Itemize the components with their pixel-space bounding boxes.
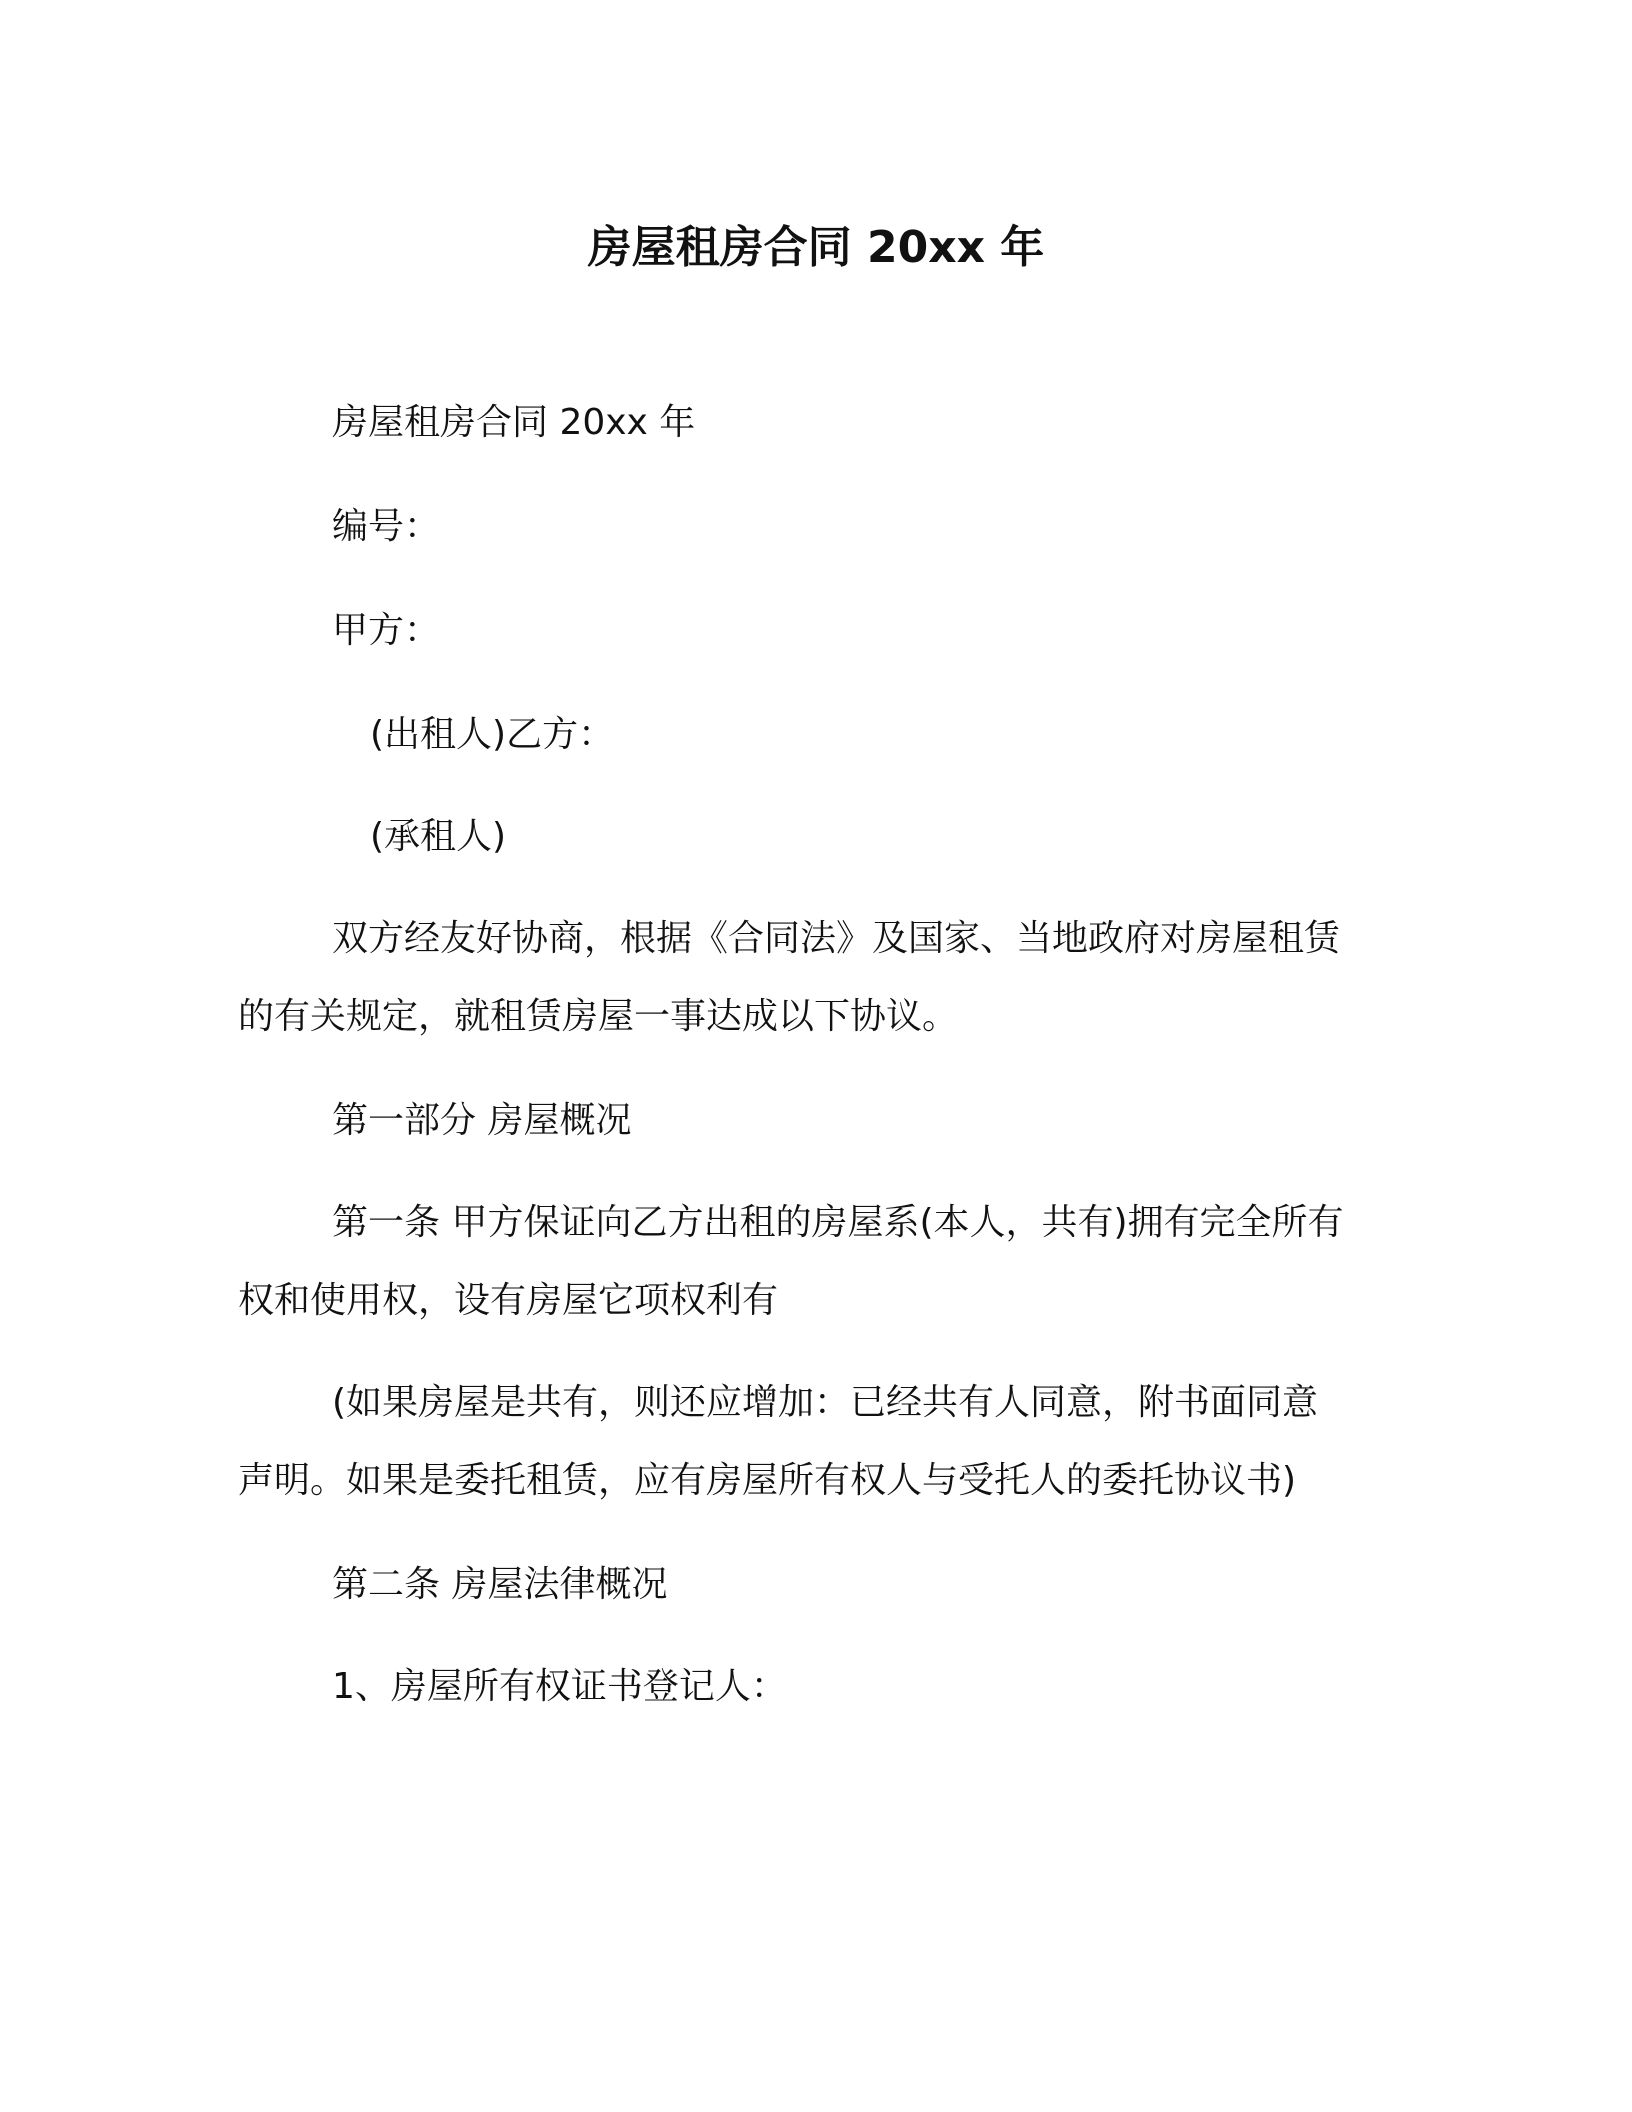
document-title: 房屋租房合同 20xx 年	[587, 222, 1045, 273]
article-one-line-2: 权和使用权，设有房屋它项权利有	[238, 1280, 779, 1321]
note-paragraph-line-1: (如果房屋是共有，则还应增加：已经共有人同意，附书面同意	[332, 1382, 1319, 1423]
article-one-line-1: 第一条 甲方保证向乙方出租的房屋系(本人，共有)拥有完全所有	[332, 1202, 1344, 1243]
part-one-heading: 第一部分 房屋概况	[332, 1100, 632, 1141]
lessor-party-b-label: (出租人)乙方：	[370, 714, 615, 755]
subtitle-line: 房屋租房合同 20xx 年	[332, 402, 696, 443]
article-two-heading: 第二条 房屋法律概况	[332, 1564, 668, 1605]
party-a-label: 甲方：	[332, 610, 441, 651]
note-paragraph-line-2: 声明。如果是委托租赁，应有房屋所有权人与受托人的委托协议书)	[238, 1460, 1297, 1501]
ownership-registrant-label: 1、房屋所有权证书登记人：	[332, 1666, 787, 1707]
intro-paragraph-line-2: 的有关规定，就租赁房屋一事达成以下协议。	[238, 996, 959, 1037]
lessee-label: (承租人)	[370, 816, 507, 857]
number-field-label: 编号：	[332, 506, 441, 547]
intro-paragraph-line-1: 双方经友好协商，根据《合同法》及国家、当地政府对房屋租赁	[332, 918, 1341, 959]
